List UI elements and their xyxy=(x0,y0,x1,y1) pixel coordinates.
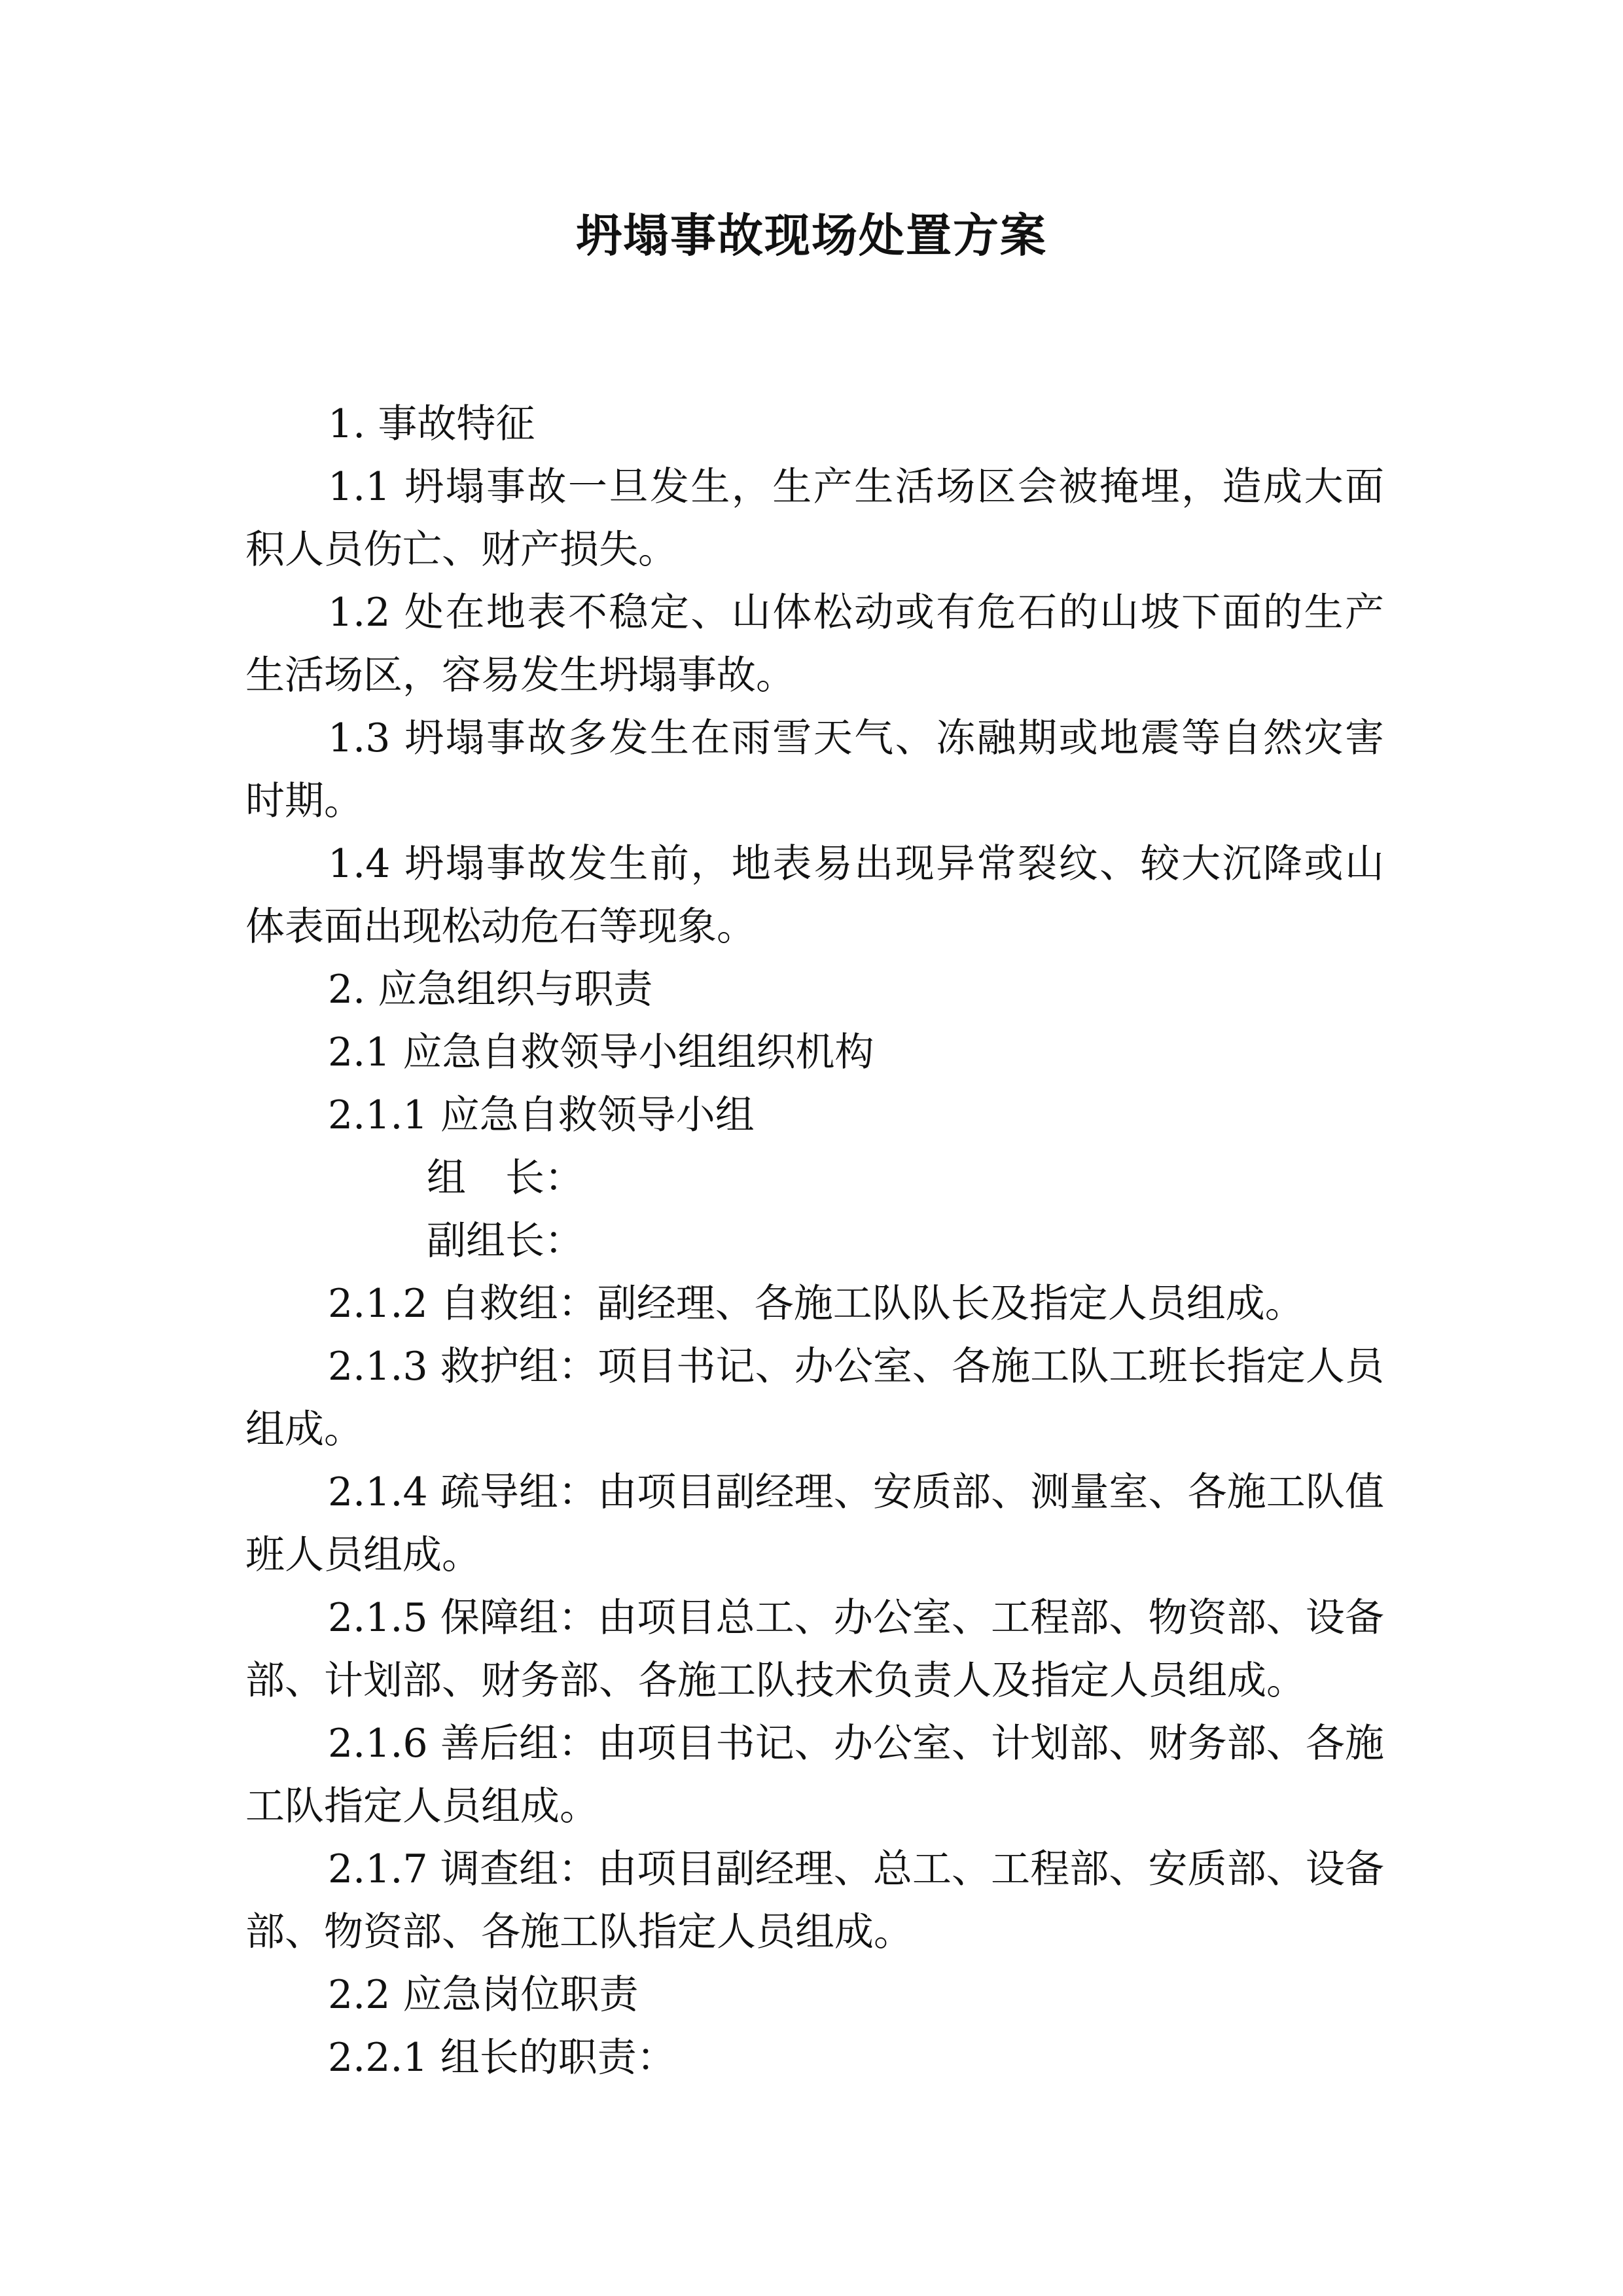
document-body xyxy=(245,393,1384,2089)
document-title: 坍塌事故现场处置方案 xyxy=(576,208,1047,262)
paragraph-2-2-1: 2.2.1 组长的职责： xyxy=(328,2035,676,2081)
heading-accident-features: 1. 事故特征 xyxy=(328,401,535,447)
paragraph-2-1-3: 2.1.3 救护组：项目书记、办公室、各施工队工班长指定人员组成。 xyxy=(245,1344,1384,1452)
paragraph-2-2: 2.2 应急岗位职责 xyxy=(328,1972,639,2018)
deputy-leader-line: 副组长： xyxy=(427,1218,584,1264)
paragraph-1-2: 1.2 处在地表不稳定、山体松动或有危石的山坡下面的生产生活场区，容易发生坍塌事故。 xyxy=(245,590,1384,698)
heading-emergency-organization: 2. 应急组织与职责 xyxy=(328,967,653,1013)
paragraph-1-4: 1.4 坍塌事故发生前，地表易出现异常裂纹、较大沉降或山体表面出现松动危石等现象。 xyxy=(245,841,1384,950)
team-leader-line: 组 长： xyxy=(427,1155,584,1201)
paragraph-2-1-5: 2.1.5 保障组：由项目总工、办公室、工程部、物资部、设备部、计划部、财务部、各施工队技术负责人及指定人员组成。 xyxy=(245,1595,1384,1704)
paragraph-1-3: 1.3 坍塌事故多发生在雨雪天气、冻融期或地震等自然灾害时期。 xyxy=(245,715,1384,824)
paragraph-2-1-6: 2.1.6 善后组：由项目书记、办公室、计划部、财务部、各施工队指定人员组成。 xyxy=(245,1721,1384,1829)
paragraph-1-1: 1.1 坍塌事故一旦发生，生产生活场区会被掩埋，造成大面积人员伤亡、财产损失。 xyxy=(245,464,1384,573)
paragraph-2-1-4: 2.1.4 疏导组：由项目副经理、安质部、测量室、各施工队值班人员组成。 xyxy=(245,1469,1384,1578)
paragraph-2-1: 2.1 应急自救领导小组组织机构 xyxy=(328,1030,874,1075)
paragraph-2-1-2: 2.1.2 自救组：副经理、各施工队队长及指定人员组成。 xyxy=(328,1281,1304,1327)
paragraph-2-1-1: 2.1.1 应急自救领导小组 xyxy=(328,1092,755,1138)
paragraph-2-1-7: 2.1.7 调查组：由项目副经理、总工、工程部、安质部、设备部、物资部、各施工队指定人员组成。 xyxy=(245,1846,1384,1955)
